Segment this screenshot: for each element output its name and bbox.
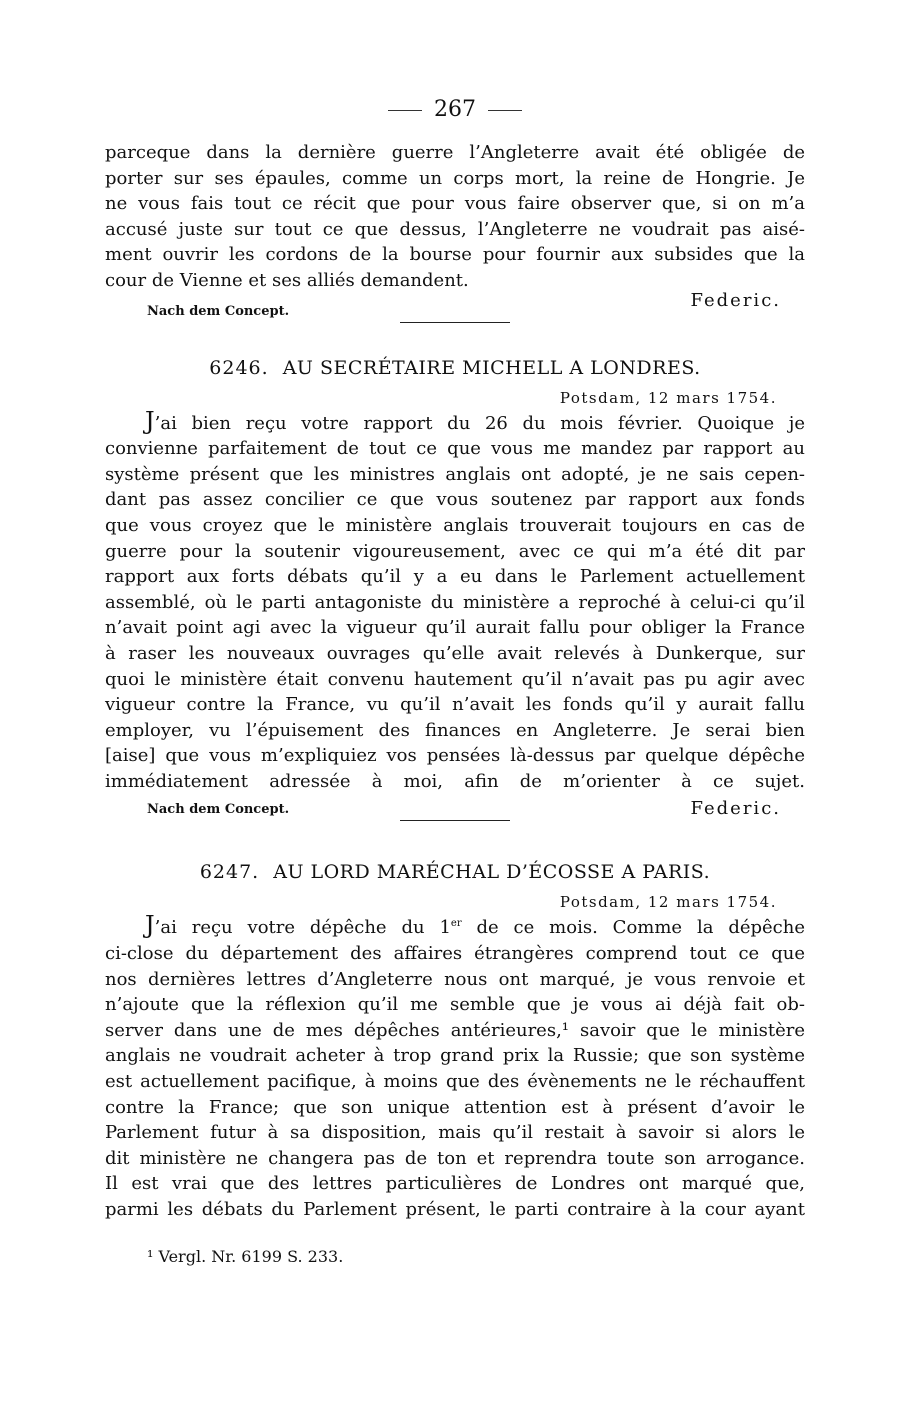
source-note: Nach dem Concept. <box>147 303 290 319</box>
footnote: ¹ Vergl. Nr. 6199 S. 233. <box>147 1246 344 1266</box>
text-line: assemblé, où le parti antagoniste du ministère a reproché à celui-ci qu’il <box>105 591 805 613</box>
text-line: contre la France; que son unique attention est à présent d’avoir le <box>105 1096 805 1118</box>
text-line: cour de Vienne et ses alliés demandent. <box>105 269 469 291</box>
letter-number: 6247. <box>199 861 260 884</box>
text-line: accusé juste sur tout ce que dessus, l’Angleterre ne voudrait pas aisé- <box>105 218 805 240</box>
text-line: convienne parfaitement de tout ce que vous me mandez par rapport au <box>105 438 805 460</box>
text-line: à raser les nouveaux ouvrages qu’elle avait relevés à Dunkerque, sur <box>105 642 805 664</box>
text-line: ment ouvrir les cordons de la bourse pour fournir aux subsides que la <box>105 244 805 266</box>
text-line: quoi le ministère était convenu hautement qu’il n’avait pas pu agir avec <box>105 668 805 690</box>
letter-source-signature <box>105 796 805 826</box>
text-fragment: de ce mois. Comme la dépêche <box>461 917 806 939</box>
right-dash <box>488 110 522 111</box>
text-line: guerre pour la soutenir vigoureusement, avec ce qui m’a été dit par <box>105 540 805 562</box>
page-number-header <box>105 90 805 130</box>
top-source-signature <box>105 286 805 320</box>
text-line: porter sur ses épaules, comme un corps mort, la reine de Hongrie. Je <box>105 167 805 189</box>
letter-title: AU SECRÉTAIRE MICHELL A LONDRES. <box>282 356 701 379</box>
text-line: n’avait point agi avec la vigueur qu’il aurait fallu pour obliger la France <box>105 617 805 639</box>
separator-rule <box>400 322 510 323</box>
letter-heading <box>105 357 805 379</box>
text-line: que vous croyez que le ministère anglais trouverait toujours en cas de <box>105 514 805 536</box>
letter-body <box>105 913 805 1222</box>
superscript: er <box>450 918 462 930</box>
text-line: [aise] que vous m’expliquiez vos pensées là-dessus par quelque dépêche <box>105 745 805 767</box>
letter-body <box>105 406 805 795</box>
dateline: Potsdam, 12 mars 1754. <box>559 893 777 912</box>
text-line: server dans une de mes dépêches antérieures,¹ savoir que le ministère <box>105 1019 805 1041</box>
text-line: vigueur contre la France, vu qu’il n’avait les fonds qu’il y aurait fallu <box>105 694 805 716</box>
text-line: Il est vrai que des lettres particulières de Londres ont marqué que, <box>105 1173 805 1195</box>
source-note: Nach dem Concept. <box>147 802 290 818</box>
text-line: n’ajoute que la réflexion qu’il me semble que je vous ai déjà fait ob- <box>105 994 805 1016</box>
text-line: employer, vu l’épuisement des finances en Angleterre. Je serai bien <box>105 719 805 741</box>
text-fragment: ’ai reçu votre dépêche du 1 <box>154 917 451 939</box>
document-page <box>105 90 805 1266</box>
letter-number: 6246. <box>209 356 269 379</box>
letter-title: AU LORD MARÉCHAL D’ÉCOSSE A PARIS. <box>273 861 711 884</box>
text-line: système présent que les ministres anglais ont adopté, je ne sais cepen- <box>105 463 805 485</box>
text-line: est actuellement pacifique, à moins que des évènements ne le réchauffent <box>105 1071 805 1093</box>
signature: Federic. <box>690 289 781 311</box>
text-line: rapport aux forts débats qu’il y a eu dans le Parlement actuellement <box>105 566 805 588</box>
text-fragment: ’ai bien reçu votre rapport du 26 du mois février. Quoique je <box>154 412 805 434</box>
left-dash <box>388 110 422 111</box>
text-line: ci-close du département des affaires étrangères comprend tout ce que <box>105 943 805 965</box>
text-line: ne vous fais tout ce récit que pour vous faire observer que, si on m’a <box>105 193 805 215</box>
initial-letter: J <box>145 406 155 435</box>
text-line <box>105 913 805 941</box>
text-line: dit ministère ne changera pas de ton et reprendra toute son arrogance. <box>105 1147 805 1169</box>
text-line: dant pas assez concilier ce que vous soutenez par rapport aux fonds <box>105 489 805 511</box>
page-number: 267 <box>434 97 476 122</box>
text-line: Parlement futur à sa disposition, mais qu’il restait à savoir si alors le <box>105 1122 805 1144</box>
text-line: parmi les débats du Parlement présent, le parti contraire à la cour ayant <box>105 1199 805 1220</box>
text-line: immédiatement adressée à moi, afin de m’orienter à ce sujet. <box>105 770 805 792</box>
text-line: nos dernières lettres d’Angleterre nous ont marqué, je vous renvoie et <box>105 968 805 990</box>
letter-heading <box>105 861 805 883</box>
text-line <box>105 406 805 437</box>
dateline: Potsdam, 12 mars 1754. <box>559 388 777 407</box>
text-line: anglais ne voudrait acheter à trop grand prix la Russie; que son système <box>105 1045 805 1067</box>
signature: Federic. <box>690 798 781 820</box>
initial-letter: J <box>145 911 155 940</box>
text-line: parceque dans la dernière guerre l’Angleterre avait été obligée de <box>105 142 805 163</box>
top-paragraph <box>105 140 805 294</box>
